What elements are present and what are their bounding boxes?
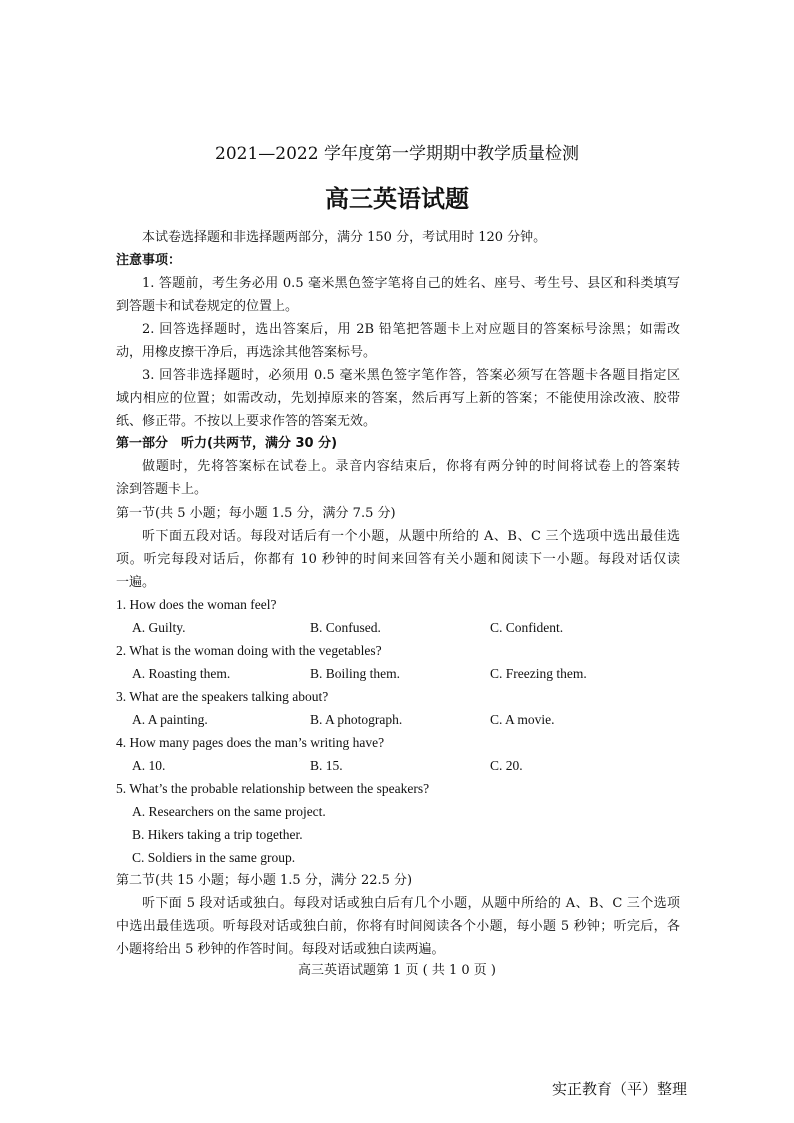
option-c: C. Freezing them. (490, 666, 587, 681)
exam-subtitle: 2021—2022 学年度第一学期期中教学质量检测 (215, 144, 579, 164)
option-c: C. A movie. (490, 712, 555, 727)
notice-3-line: 纸、修正带。不按以上要求作答的答案无效。 (116, 414, 377, 429)
option-a: A. 10. (132, 758, 166, 773)
notice-1-line: 到答题卡和试卷规定的位置上。 (116, 299, 299, 314)
section1-heading: 第一节(共 5 小题；每小题 1.5 分，满分 7.5 分) (116, 506, 396, 521)
notice-3-line: 域内相应的位置；如需改动，先划掉原来的答案，然后再写上新的答案；不能使用涂改液、胶带 (116, 391, 680, 406)
question-1: 1. How does the woman feel? (116, 597, 277, 612)
option-c: C. Soldiers in the same group. (132, 850, 296, 865)
section1-instruction: 听下面五段对话。每段对话后有一个小题，从题中所给的 A、B、C 三个选项中选出最佳选 (142, 529, 680, 544)
option-a: A. A painting. (132, 712, 208, 727)
option-c: C. 20. (490, 758, 523, 773)
part1-instruction: 涂到答题卡上。 (116, 482, 208, 497)
intro-text: 本试卷选择题和非选择题两部分，满分 150 分，考试用时 120 分钟。 (142, 230, 547, 245)
part1-heading: 第一部分 听力(共两节，满分 30 分) (116, 436, 338, 451)
section1-instruction: 一遍。 (116, 575, 156, 590)
notice-2-line: 2. 回答选择题时，选出答案后，用 2B 铅笔把答题卡上对应题目的答案标号涂黑；如需改 (142, 322, 680, 337)
section2-heading: 第二节(共 15 小题；每小题 1.5 分，满分 22.5 分) (116, 873, 413, 888)
notice-1-line: 1. 答题前，考生务必用 0.5 毫米黑色签字笔将自己的姓名、座号、考生号、县区和科类填写 (142, 276, 680, 291)
option-b: B. Boiling them. (310, 666, 401, 681)
watermark: 实正教育（平）整理 (552, 1080, 688, 1098)
option-a: A. Researchers on the same project. (132, 804, 326, 819)
section2-instruction: 中选出最佳选项。听每段对话或独白前，你将有时间阅读各个小题，每小题 5 秒钟；听完后，各 (116, 919, 680, 934)
page-footer: 高三英语试题第 1 页 ( 共 1 0 页 ) (297, 963, 496, 978)
option-b: B. Confused. (310, 620, 381, 635)
question-5: 5. What’s the probable relationship between the speakers? (116, 781, 430, 796)
option-a: A. Roasting them. (132, 666, 231, 681)
part1-instruction: 做题时，先将答案标在试卷上。录音内容结束后，你将有两分钟的时间将试卷上的答案转 (142, 459, 680, 474)
question-4: 4. How many pages does the man’s writing have? (116, 735, 385, 750)
question-3: 3. What are the speakers talking about? (116, 689, 329, 704)
notice-2-line: 动，用橡皮擦干净后，再选涂其他答案标号。 (116, 345, 377, 360)
option-a: A. Guilty. (132, 620, 186, 635)
section1-instruction: 项。听完每段对话后，你都有 10 秒钟的时间来回答有关小题和阅读下一小题。每段对话仅读 (116, 552, 680, 567)
option-c: C. Confident. (490, 620, 564, 635)
option-b: B. Hikers taking a trip together. (132, 827, 303, 842)
section2-instruction: 听下面 5 段对话或独白。每段对话或独白后有几个小题，从题中所给的 A、B、C 三个选项 (142, 896, 680, 911)
option-b: B. A photograph. (310, 712, 403, 727)
notice-heading: 注意事项： (116, 253, 182, 268)
notice-3-line: 3. 回答非选择题时，必须用 0.5 毫米黑色签字笔作答，答案必须写在答题卡各题目指定区 (142, 368, 680, 383)
question-2: 2. What is the woman doing with the vegetables? (116, 643, 382, 658)
section2-instruction: 小题将给出 5 秒钟的作答时间。每段对话或独白读两遍。 (116, 942, 445, 957)
exam-title: 高三英语试题 (325, 185, 469, 213)
option-b: B. 15. (310, 758, 343, 773)
